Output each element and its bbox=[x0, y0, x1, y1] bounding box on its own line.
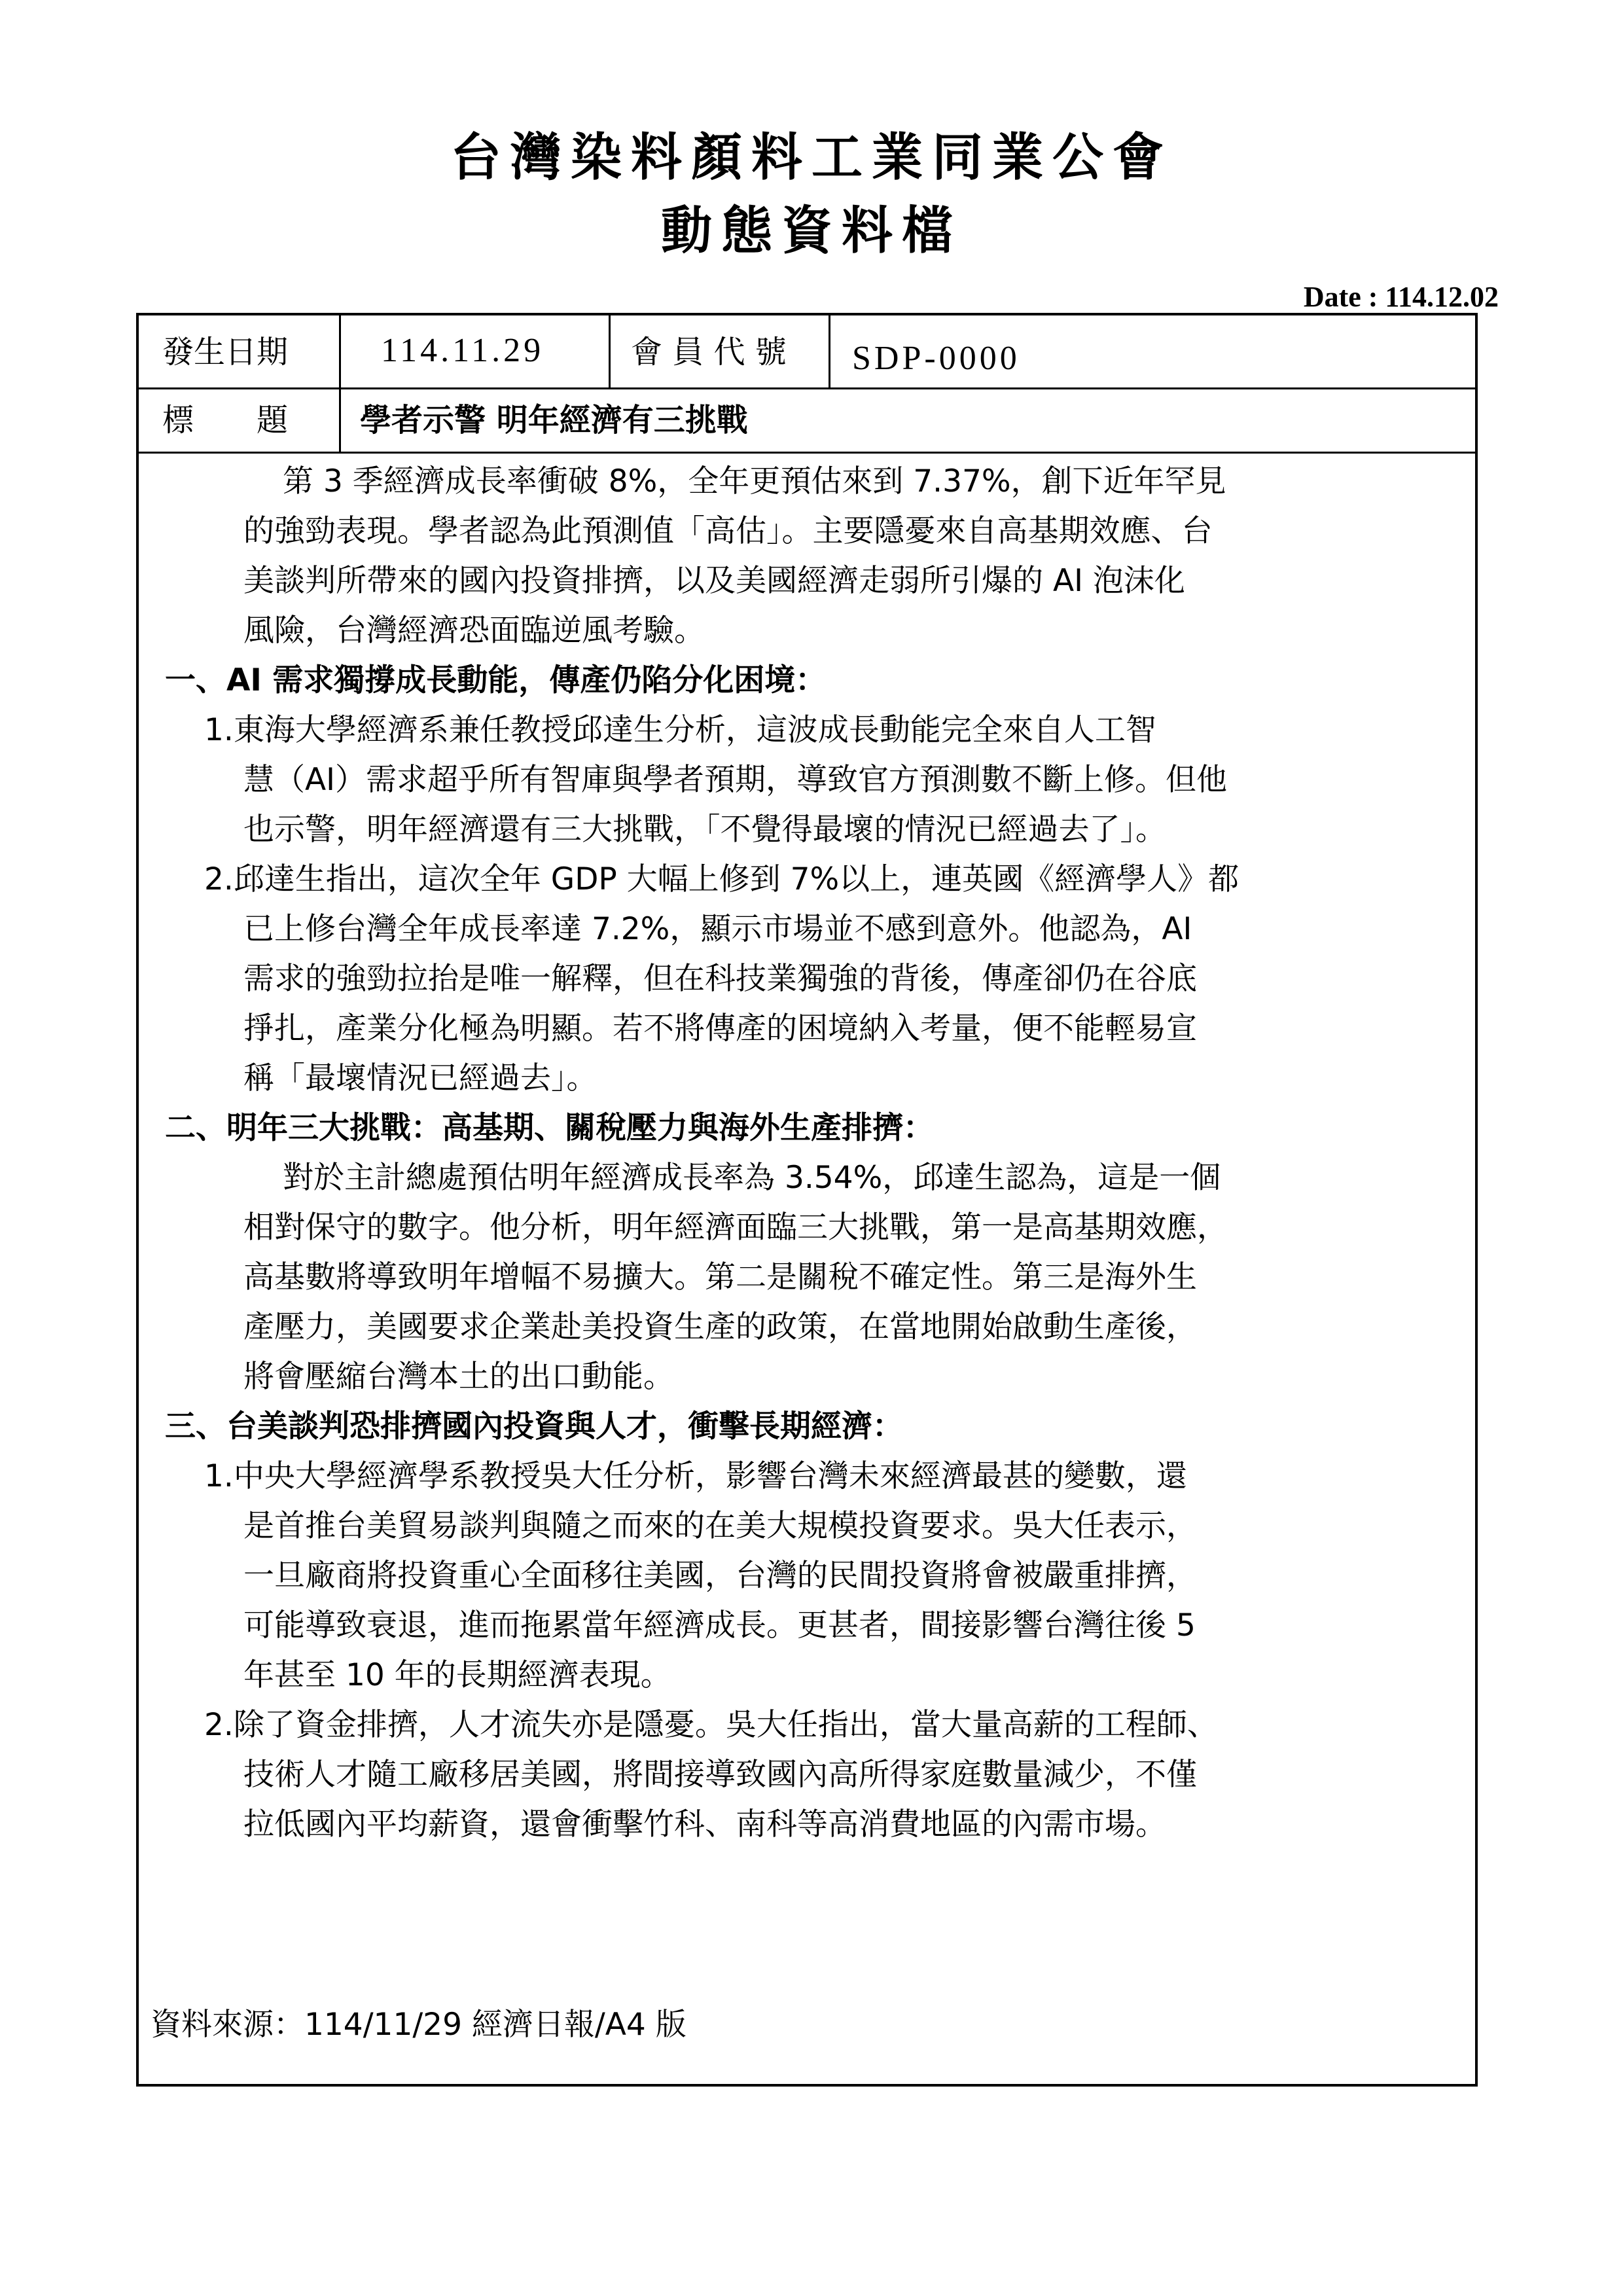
article-line: 已上修台灣全年成長率達 7.2%，顯示市場並不感到意外。他認為，AI bbox=[243, 911, 1192, 947]
article-line: 慧（AI）需求超乎所有智庫與學者預期，導致官方預測數不斷上修。但他 bbox=[243, 762, 1228, 798]
article-line: 第 3 季經濟成長率衝破 8%，全年更預估來到 7.37%，創下近年罕見 bbox=[283, 463, 1226, 499]
article-line: 風險，台灣經濟恐面臨逆風考驗。 bbox=[243, 613, 705, 649]
article-line: 相對保守的數字。他分析，明年經濟面臨三大挑戰，第一是高基期效應， bbox=[243, 1210, 1228, 1246]
article-line: 也示警，明年經濟還有三大挑戰，「不覺得最壞的情況已經過去了」。 bbox=[243, 812, 1166, 848]
member-value: SDP-0000 bbox=[852, 340, 1020, 377]
article-line: 可能導致衰退，進而拖累當年經濟成長。更甚者，間接影響台灣往後 5 bbox=[243, 1607, 1196, 1643]
article-line: 1.中央大學經濟學系教授吳大任分析，影響台灣未來經濟最甚的變數，還 bbox=[204, 1458, 1187, 1494]
date-label: 發生日期 bbox=[162, 334, 289, 370]
article-line: 美談判所帶來的國內投資排擠，以及美國經濟走弱所引爆的 AI 泡沫化 bbox=[243, 563, 1185, 599]
section-heading: 二、明年三大挑戰：高基期、關稅壓力與海外生產排擠： bbox=[165, 1110, 934, 1146]
record-frame bbox=[136, 313, 1478, 2087]
article-line: 年甚至 10 年的長期經濟表現。 bbox=[243, 1657, 671, 1693]
date-value: 114.11.29 bbox=[381, 332, 544, 369]
document-date: Date : 114.12.02 bbox=[1303, 281, 1499, 313]
article-line: 拉低國內平均薪資，還會衝擊竹科、南科等高消費地區的內需市場。 bbox=[243, 1806, 1166, 1842]
article-line: 對於主計總處預估明年經濟成長率為 3.54%，邱達生認為，這是一個 bbox=[283, 1160, 1221, 1196]
article-line: 稱「最壞情況已經過去」。 bbox=[243, 1060, 597, 1096]
article-line: 產壓力，美國要求企業赴美投資生產的政策，在當地開始啟動生產後， bbox=[243, 1309, 1197, 1345]
article-line: 是首推台美貿易談判與隨之而來的在美大規模投資要求。吳大任表示， bbox=[243, 1508, 1197, 1544]
page-subtitle: 動態資料檔 bbox=[660, 202, 962, 260]
article-line: 需求的強勁拉抬是唯一解釋，但在科技業獨強的背後，傳產卻仍在谷底 bbox=[243, 961, 1197, 997]
subject-value: 學者示警 明年經濟有三挑戰 bbox=[360, 402, 748, 439]
table-divider bbox=[829, 315, 830, 387]
member-label: 會 員 代 號 bbox=[631, 334, 787, 370]
table-divider bbox=[609, 315, 611, 387]
section-heading: 一、AI 需求獨撐成長動能，傳產仍陷分化困境： bbox=[165, 662, 827, 698]
table-divider bbox=[139, 452, 1475, 454]
source-note: 資料來源：114/11/29 經濟日報/A4 版 bbox=[151, 2007, 687, 2043]
article-line: 將會壓縮台灣本土的出口動能。 bbox=[243, 1359, 674, 1395]
subject-label: 標 題 bbox=[162, 402, 289, 439]
article-body bbox=[139, 457, 1475, 1850]
article-line: 1.東海大學經濟系兼任教授邱達生分析，這波成長動能完全來自人工智 bbox=[204, 712, 1156, 748]
section-heading: 三、台美談判恐排擠國內投資與人才，衝擊長期經濟： bbox=[165, 1408, 903, 1444]
page-title: 台灣染料顏料工業同業公會 bbox=[450, 128, 1173, 187]
article-line: 技術人才隨工廠移居美國，將間接導致國內高所得家庭數量減少，不僅 bbox=[243, 1757, 1197, 1793]
article-line: 一旦廠商將投資重心全面移往美國，台灣的民間投資將會被嚴重排擠， bbox=[243, 1558, 1197, 1594]
article-line: 高基數將導致明年增幅不易擴大。第二是關稅不確定性。第三是海外生 bbox=[243, 1259, 1197, 1295]
article-line: 2.邱達生指出，這次全年 GDP 大幅上修到 7%以上，連英國《經濟學人》都 bbox=[204, 861, 1240, 897]
article-line: 掙扎，產業分化極為明顯。若不將傳產的困境納入考量，便不能輕易宣 bbox=[243, 1011, 1197, 1047]
article-line: 2.除了資金排擠，人才流失亦是隱憂。吳大任指出，當大量高薪的工程師、 bbox=[204, 1707, 1218, 1743]
table-divider bbox=[339, 315, 341, 452]
article-line: 的強勁表現。學者認為此預測值「高估」。主要隱憂來自高基期效應、台 bbox=[243, 513, 1213, 549]
